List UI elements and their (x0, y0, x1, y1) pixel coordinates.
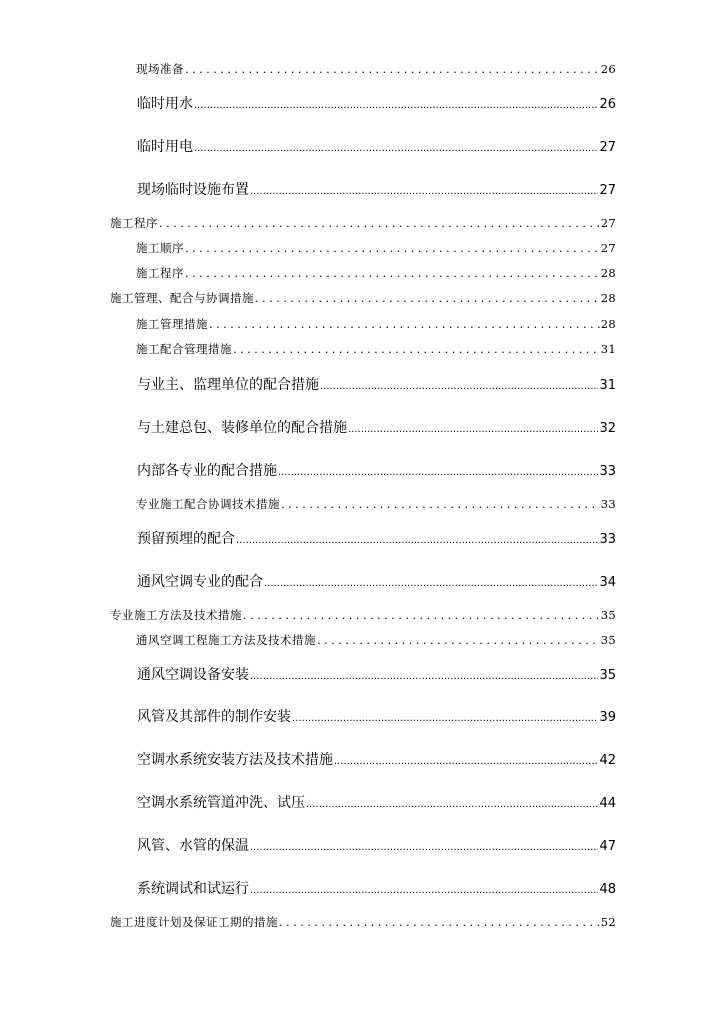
toc-entry-title: 预留预埋的配合 (137, 531, 235, 547)
toc-entry-page: 52 (600, 915, 616, 929)
toc-entry-page: 47 (599, 839, 616, 854)
toc-entry[interactable] (136, 316, 616, 332)
dot-leader (250, 182, 598, 202)
toc-entry-page: 26 (600, 62, 616, 76)
toc-entry[interactable] (137, 793, 616, 815)
dot-leader (185, 240, 600, 256)
toc-entry-page: 28 (600, 291, 616, 305)
toc-entry-title: 专业施工方法及技术措施 (110, 608, 242, 622)
toc-entry-page: 42 (599, 753, 616, 768)
dot-leader (278, 463, 598, 483)
dot-leader (194, 139, 598, 159)
dot-leader (292, 709, 598, 729)
toc-entry-title: 施工管理措施 (136, 317, 208, 331)
toc-entry-page: 27 (599, 140, 616, 155)
dot-leader (159, 215, 600, 231)
toc-entry[interactable] (137, 665, 616, 687)
dot-leader (185, 265, 600, 281)
dot-leader (194, 96, 598, 116)
toc-entry[interactable] (136, 341, 616, 357)
dot-leader (209, 316, 600, 332)
toc-entry-title: 施工管理、配合与协调措施 (110, 291, 254, 305)
toc-entry-title: 现场临时设施布置 (137, 182, 249, 198)
toc-entry[interactable] (136, 61, 616, 77)
toc-entry[interactable] (110, 215, 616, 231)
toc-entry-title: 临时用水 (137, 96, 193, 112)
dot-leader (185, 61, 600, 77)
toc-entry[interactable] (137, 375, 616, 397)
toc-entry[interactable] (136, 496, 616, 512)
toc-entry-title: 通风空调专业的配合 (137, 574, 263, 590)
toc-entry-title: 施工进度计划及保证工期的措施 (110, 915, 278, 929)
toc-entry[interactable] (136, 632, 616, 648)
dot-leader (317, 632, 600, 648)
toc-entry-title: 施工顺序 (136, 241, 184, 255)
toc-entry-page: 28 (600, 266, 616, 280)
toc-entry-page: 27 (600, 241, 616, 255)
toc-entry-page: 31 (599, 378, 616, 393)
toc-entry-title: 现场准备 (136, 62, 184, 76)
toc-entry-page: 33 (600, 497, 616, 511)
toc-entry[interactable] (137, 529, 616, 551)
toc-entry-title: 空调水系统管道冲洗、试压 (137, 795, 305, 811)
dot-leader (348, 420, 598, 440)
toc-entry-page: 27 (600, 216, 616, 230)
toc-entry-title: 系统调试和试运行 (137, 881, 249, 897)
toc-entry[interactable] (137, 836, 616, 858)
dot-leader (320, 377, 598, 397)
toc-entry[interactable] (137, 461, 616, 483)
toc-entry[interactable] (137, 707, 616, 729)
toc-entry-title: 通风空调工程施工方法及技术措施 (136, 633, 316, 647)
toc-entry-page: 28 (600, 317, 616, 331)
dot-leader (281, 496, 600, 512)
toc-entry-page: 32 (599, 421, 616, 436)
toc-entry-page: 33 (599, 464, 616, 479)
toc-entry-title: 空调水系统安装方法及技术措施 (137, 752, 333, 768)
toc-entry-title: 通风空调设备安装 (137, 667, 249, 683)
toc-entry[interactable] (110, 607, 616, 623)
toc-entry-page: 33 (599, 532, 616, 547)
toc-entry-title: 施工程序 (110, 216, 158, 230)
toc-entry-title: 与业主、监理单位的配合措施 (137, 377, 319, 393)
toc-entry-title: 风管、水管的保温 (137, 838, 249, 854)
toc-entry[interactable] (137, 94, 616, 116)
toc-entry[interactable] (137, 572, 616, 594)
toc-entry-page: 35 (600, 633, 616, 647)
toc-entry[interactable] (137, 750, 616, 772)
dot-leader (279, 914, 600, 930)
dot-leader (264, 574, 598, 594)
toc-entry-page: 44 (599, 796, 616, 811)
toc-entry-title: 临时用电 (137, 139, 193, 155)
toc-entry[interactable] (137, 418, 616, 440)
toc-entry-title: 与土建总包、装修单位的配合措施 (137, 420, 347, 436)
toc-entry[interactable] (137, 180, 616, 202)
toc-entry[interactable] (110, 914, 616, 930)
toc-entry-page: 35 (600, 608, 616, 622)
toc-entry-page: 27 (599, 183, 616, 198)
toc-entry-title: 专业施工配合协调技术措施 (136, 497, 280, 511)
dot-leader (233, 341, 600, 357)
dot-leader (250, 667, 598, 687)
toc-entry-page: 26 (599, 97, 616, 112)
toc-entry-title: 内部各专业的配合措施 (137, 463, 277, 479)
toc-entry[interactable] (137, 879, 616, 901)
toc-entry-page: 34 (599, 575, 616, 590)
toc-entry-page: 48 (599, 882, 616, 897)
toc-entry-page: 31 (600, 342, 616, 356)
dot-leader (250, 838, 598, 858)
toc-entry-title: 施工程序 (136, 266, 184, 280)
toc-entry[interactable] (136, 265, 616, 281)
toc-entry[interactable] (136, 240, 616, 256)
dot-leader (334, 752, 598, 772)
dot-leader (250, 881, 598, 901)
dot-leader (236, 531, 598, 551)
dot-leader (243, 607, 600, 623)
toc-entry-title: 风管及其部件的制作安装 (137, 709, 291, 725)
dot-leader (306, 795, 598, 815)
toc-entry-page: 39 (599, 710, 616, 725)
dot-leader (255, 290, 600, 306)
toc-entry-page: 35 (599, 668, 616, 683)
toc-entry[interactable] (137, 137, 616, 159)
toc-entry[interactable] (110, 290, 616, 306)
toc-entry-title: 施工配合管理措施 (136, 342, 232, 356)
